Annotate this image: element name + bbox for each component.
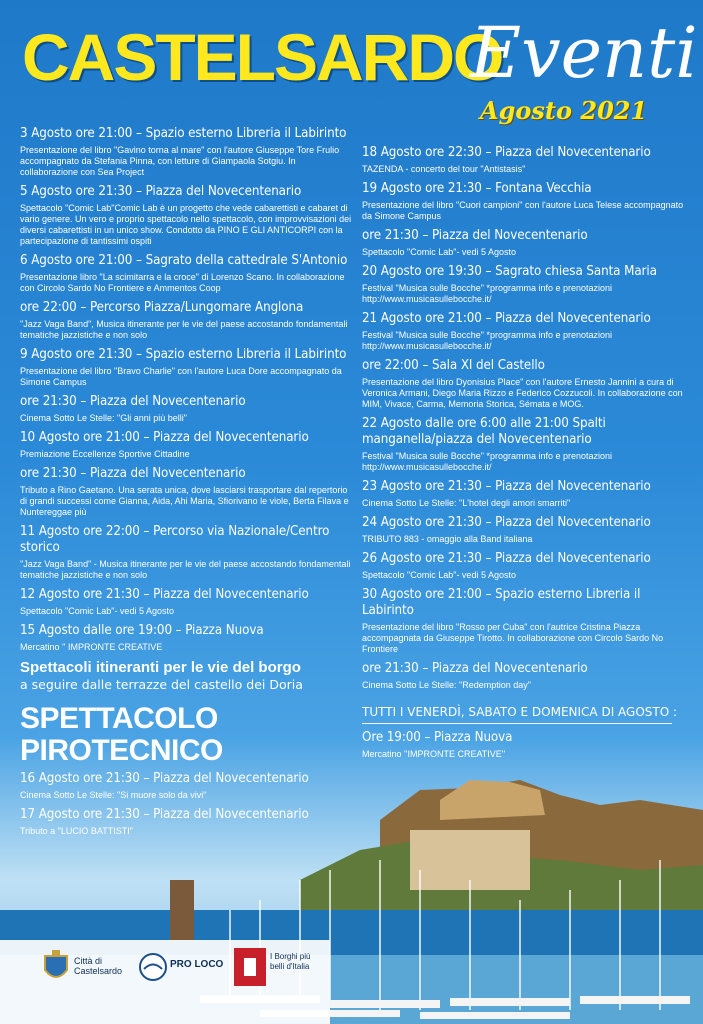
- fireworks-line-2: PIROTECNICO: [20, 734, 223, 767]
- event-description: Spettacolo "Comic Lab"- vedi 5 Agosto: [20, 606, 174, 616]
- event-item: [20, 623, 352, 653]
- event-item: [362, 661, 684, 691]
- event-item: [362, 587, 684, 655]
- event-description: "Jazz Vaga Band", Musica itinerante per le vie del paese accostando fondamentali tematiche jazzistiche e non solo: [20, 319, 348, 340]
- event-heading: 11 Agosto ore 22:00 – Percorso via Nazionale/Centro storico: [20, 524, 330, 555]
- event-item: [20, 430, 352, 460]
- event-item: [20, 347, 352, 388]
- event-heading: 15 Agosto dalle ore 19:00 – Piazza Nuova: [20, 623, 264, 638]
- event-heading: 3 Agosto ore 21:00 – Spazio esterno Libreria il Labirinto: [20, 126, 347, 141]
- sponsor-logos: [42, 948, 322, 988]
- event-description: Festival "Musica sulle Bocche" *programma info e prenotazioni http://www.musicasullebocche.it/: [362, 330, 613, 351]
- event-item: [20, 466, 352, 518]
- event-heading: 10 Agosto ore 21:00 – Piazza del Novecentenario: [20, 430, 309, 445]
- event-heading: 16 Agosto ore 21:30 – Piazza del Novecentenario: [20, 771, 309, 786]
- borghi-logo-text: I Borghi più belli d'Italia: [270, 952, 311, 971]
- event-description: Premiazione Eccellenze Sportive Cittadine: [20, 449, 190, 459]
- event-heading: 20 Agosto ore 19:30 – Sagrato chiesa Santa Maria: [362, 264, 657, 279]
- event-item: [362, 311, 684, 352]
- fireworks-title: [20, 703, 352, 767]
- event-heading: ore 21:30 – Piazza del Novecentenario: [362, 661, 588, 676]
- event-description: Cinema Sotto Le Stelle: "Redemption day": [362, 680, 531, 690]
- event-item: [20, 126, 352, 178]
- event-item: [362, 416, 684, 473]
- divider: [362, 723, 672, 724]
- event-description: Presentazione libro "La scimitarra e la croce" di Lorenzo Scano. In collaborazione con Circolo Sardo No Frontiere e Ammentos Coop: [20, 272, 345, 293]
- event-heading: ore 21:30 – Piazza del Novecentenario: [20, 466, 246, 481]
- fireworks-line-1: SPETTACOLO: [20, 702, 218, 735]
- proloco-emblem-icon: [138, 952, 168, 982]
- event-heading: 26 Agosto ore 21:30 – Piazza del Novecentenario: [362, 551, 651, 566]
- event-description: TRIBUTO 883 - omaggio alla Band italiana: [362, 534, 533, 544]
- event-heading: 18 Agosto ore 22:30 – Piazza del Novecentenario: [362, 145, 651, 160]
- event-item: [362, 515, 684, 545]
- left-column: [20, 126, 352, 843]
- event-description: Tributo a Rino Gaetano. Una serata unica, dove lasciarsi trasportare dal repertorio di grandi successi come Gianna, Aida, Ahi Maria, Sfiorivano le viole, Berta Filava e Nuntereggae più: [20, 485, 349, 517]
- event-item: [20, 771, 352, 801]
- script-title: Eventi: [470, 12, 698, 94]
- event-description: "Jazz Vaga Band" - Musica itinerante per le vie del paese accostando fondamentali tematiche jazzistiche e non solo: [20, 559, 351, 580]
- event-heading: ore 21:30 – Piazza del Novecentenario: [20, 394, 246, 409]
- event-item: [362, 181, 684, 222]
- event-item: [362, 551, 684, 581]
- event-description: Tributo a "LUCIO BATTISTI": [20, 826, 133, 836]
- special-line-2: a seguire dalle terrazze del castello dei Doria: [20, 677, 303, 692]
- event-description: Presentazione del libro Dyonisius Place" con l'autore Ernesto Jannini a cura di Veronica Armani, Diego Maria Rizzo e Federico Cozzucoli. In collaborazione con MIM, Vivace, Carma, Memoria Storica, Sémata e MOG.: [362, 377, 683, 409]
- event-description: Cinema Sotto Le Stelle: "Gli anni più belli": [20, 413, 187, 423]
- event-item: [362, 479, 684, 509]
- right-column: [362, 145, 684, 766]
- event-heading: ore 21:30 – Piazza del Novecentenario: [362, 228, 588, 243]
- event-heading: 6 Agosto ore 21:00 – Sagrato della cattedrale S'Antonio: [20, 253, 348, 268]
- special-line-1: Spettacoli itineranti per le vie del borgo: [20, 659, 301, 676]
- event-description: Cinema Sotto Le Stelle: "L'hotel degli amori smarriti": [362, 498, 571, 508]
- event-description: Spettacolo "Comic Lab"- vedi 5 Agosto: [362, 570, 516, 580]
- event-heading: 23 Agosto ore 21:30 – Piazza del Novecentenario: [362, 479, 651, 494]
- coat-of-arms-icon: [42, 950, 70, 984]
- event-heading: 9 Agosto ore 21:30 – Spazio esterno Libreria il Labirinto: [20, 347, 347, 362]
- weekly-heading: Ore 19:00 – Piazza Nuova: [362, 730, 513, 745]
- event-heading: 30 Agosto ore 21:00 – Spazio esterno Libreria il Labirinto: [362, 587, 641, 618]
- event-description: Spettacolo "Comic Lab"- vedi 5 Agosto: [362, 247, 516, 257]
- event-heading: ore 22:00 – Sala XI del Castello: [362, 358, 545, 373]
- event-heading: 17 Agosto ore 21:30 – Piazza del Novecentenario: [20, 807, 309, 822]
- event-description: Festival "Musica sulle Bocche" *programma info e prenotazioni http://www.musicasullebocche.it/: [362, 451, 613, 472]
- event-description: Mercatino '' IMPRONTE CREATIVE: [20, 642, 163, 652]
- event-item: [20, 184, 352, 247]
- event-description: Spettacolo "Comic Lab"Comic Lab è un progetto che vede cabarettisti e cabaret di vario genere. Un vero e proprio spettacolo nello spettacolo, con improvvisazioni dei diversi cabarettisti in un unico show. Condotto da PINO E GLI ANTICORPI con la partecipazione di tantissimi ospiti: [20, 203, 352, 246]
- event-description: Presentazione del libro "Gavino torna al mare" con l'autore Giuseppe Tore Frulio accompagnato da Stefania Pinna, con letture di Giampaola Sotgiu. In collaborazione con Sea Project: [20, 145, 340, 177]
- event-item: [362, 264, 684, 305]
- event-heading: 21 Agosto ore 21:00 – Piazza del Novecentenario: [362, 311, 651, 326]
- event-item: [20, 587, 352, 617]
- event-heading: 19 Agosto ore 21:30 – Fontana Vecchia: [362, 181, 592, 196]
- event-item: [20, 300, 352, 341]
- event-heading: 22 Agosto dalle ore 6:00 alle 21:00 Spalti manganella/piazza del Novecentenario: [362, 416, 606, 447]
- weekly-title: TUTTI I VENERDÌ, SABATO E DOMENICA DI AGOSTO :: [362, 705, 678, 719]
- event-heading: 24 Agosto ore 21:30 – Piazza del Novecentenario: [362, 515, 651, 530]
- event-item: [362, 145, 684, 175]
- event-heading: ore 22:00 – Percorso Piazza/Lungomare Anglona: [20, 300, 304, 315]
- event-description: Presentazione del libro "Bravo Charlie" con l'autore Luca Dore accompagnato da Simone Campus: [20, 366, 342, 387]
- weekly-desc: Mercatino ''IMPRONTE CREATIVE'': [362, 749, 506, 759]
- event-item: [362, 228, 684, 258]
- event-item: [20, 524, 352, 581]
- event-item: [362, 358, 684, 410]
- event-item: [20, 807, 352, 837]
- borghi-logo-icon: [234, 948, 266, 986]
- proloco-logo-text: PRO LOCO: [170, 959, 224, 970]
- event-description: TAZENDA - concerto del tour "Antistasis": [362, 164, 526, 174]
- event-heading: 5 Agosto ore 21:30 – Piazza del Novecentenario: [20, 184, 302, 199]
- event-description: Presentazione del libro "Cuori campioni" con l'autore Luca Telese accompagnato da Simone Campus: [362, 200, 684, 221]
- event-item: [20, 394, 352, 424]
- comune-logo-text: Città di Castelsardo: [74, 956, 123, 976]
- event-item: [20, 253, 352, 294]
- subtitle-date: Agosto 2021: [480, 96, 648, 125]
- page-title: CASTELSARDO: [22, 20, 503, 94]
- event-description: Festival "Musica sulle Bocche" *programma info e prenotazioni http://www.musicasullebocche.it/: [362, 283, 613, 304]
- event-heading: 12 Agosto ore 21:30 – Piazza del Novecentenario: [20, 587, 309, 602]
- event-description: Presentazione del libro "Rosso per Cuba" con l'autrice Cristina Piazza accompagnata da Giuseppe Tirotto. In collaborazione con Circolo Sardo No Frontiere: [362, 622, 664, 654]
- event-description: Cinema Sotto Le Stelle: "Si muore solo da vivi": [20, 790, 207, 800]
